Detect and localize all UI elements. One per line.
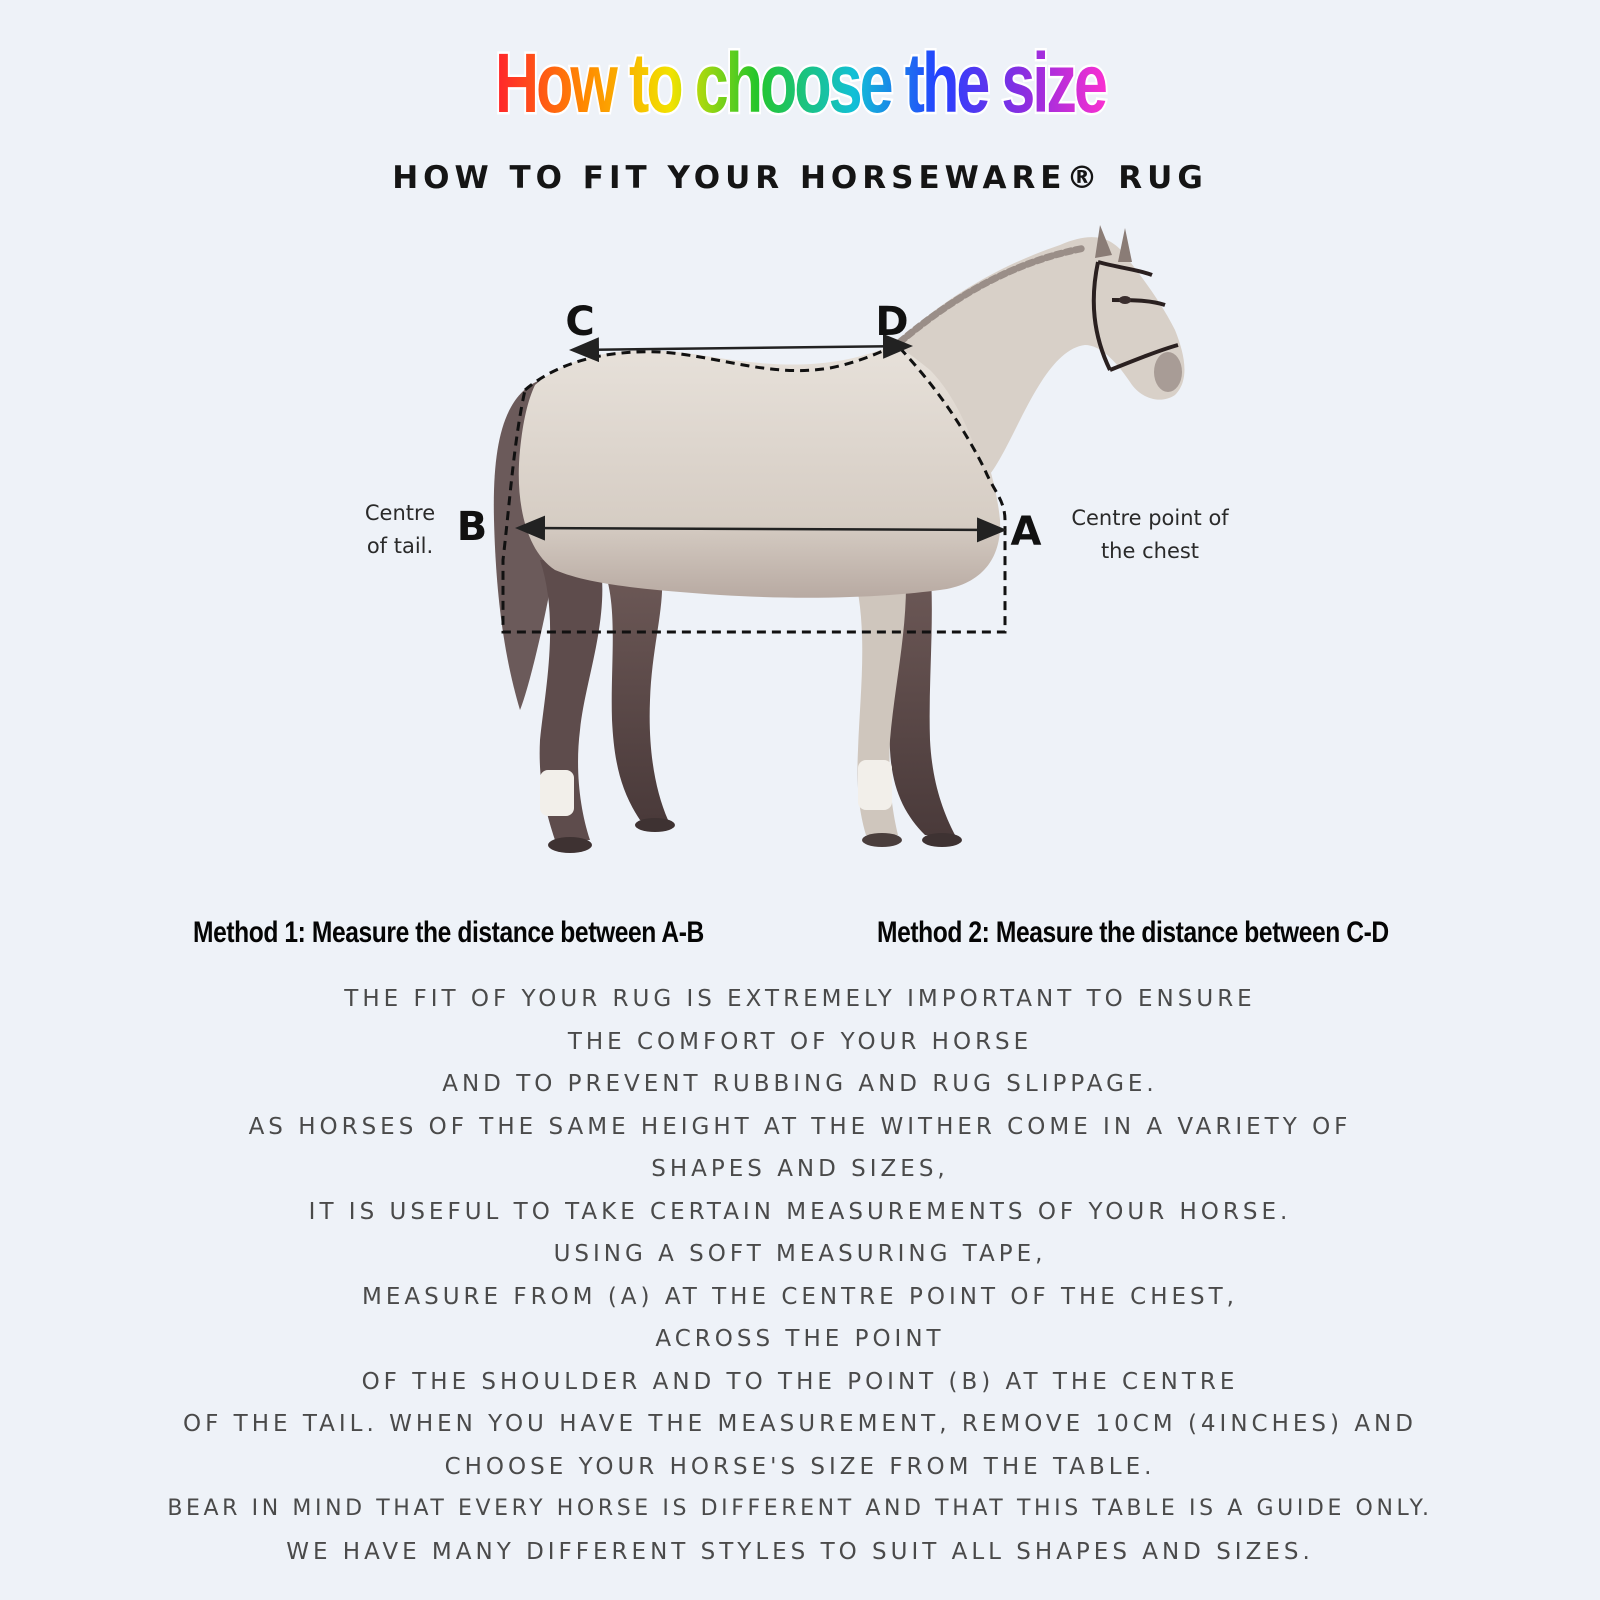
label-b-line2: of tail.	[366, 534, 434, 558]
horse-hoof	[635, 818, 675, 832]
instruction-line: ACROSS THE POINT	[655, 1326, 945, 1352]
horse-hoof	[922, 833, 962, 847]
cd-measurement-arrow	[574, 346, 908, 350]
horse-measurement-diagram	[0, 200, 1600, 890]
banner-title	[0, 28, 1600, 138]
point-label-c: C	[565, 299, 595, 345]
instruction-line: OF THE SHOULDER AND TO THE POINT (B) AT THE CENTRE	[361, 1368, 1239, 1395]
instruction-line: THE COMFORT OF YOUR HORSE	[567, 1028, 1033, 1055]
instruction-line: SHAPES AND SIZES,	[651, 1156, 949, 1182]
point-label-b: B	[456, 504, 488, 550]
horse-hind-leg-far	[600, 560, 668, 820]
instruction-line: AND TO PREVENT RUBBING AND RUG SLIPPAGE.	[442, 1071, 1158, 1097]
banner-title-text: How to choose the size	[495, 36, 1106, 130]
instruction-line: CHOOSE YOUR HORSE'S SIZE FROM THE TABLE.	[444, 1453, 1156, 1480]
horse-sock	[858, 760, 892, 810]
instruction-line: THE FIT OF YOUR RUG IS EXTREMELY IMPORTANT TO ENSURE	[344, 986, 1256, 1012]
subtitle: HOW TO FIT YOUR HORSEWARE® RUG	[392, 160, 1208, 196]
label-b-line1: Centre	[364, 501, 436, 525]
point-label-d: D	[875, 299, 909, 345]
horse-muzzle	[1154, 352, 1182, 392]
instruction-line: MEASURE FROM (A) AT THE CENTRE POINT OF THE CHEST,	[362, 1283, 1238, 1310]
instruction-line: WE HAVE MANY DIFFERENT STYLES TO SUIT ALL SHAPES AND SIZES.	[286, 1538, 1314, 1565]
point-label-a: A	[1010, 509, 1042, 555]
label-a-line2: the chest	[1100, 539, 1200, 563]
horse-body	[519, 346, 1000, 597]
horse-hoof	[548, 837, 592, 853]
horse-ear	[1118, 228, 1132, 262]
instruction-line: OF THE TAIL. WHEN YOU HAVE THE MEASUREMENT, REMOVE 10CM (4INCHES) AND	[183, 1411, 1417, 1437]
label-centre-of-chest	[1050, 502, 1250, 568]
method-2-text: Method 2: Measure the distance between C-D	[877, 916, 1389, 949]
label-centre-of-tail	[340, 497, 460, 563]
instruction-line: AS HORSES OF THE SAME HEIGHT AT THE WITHER COME IN A VARIETY OF	[248, 1113, 1352, 1140]
instruction-line: IT IS USEFUL TO TAKE CERTAIN MEASUREMENTS OF YOUR HORSE.	[308, 1198, 1292, 1225]
instruction-line: USING A SOFT MEASURING TAPE,	[553, 1241, 1047, 1267]
horse-eye	[1119, 296, 1131, 304]
fitting-instructions	[0, 978, 1600, 1573]
horse-hoof	[862, 833, 902, 847]
method-1-text: Method 1: Measure the distance between A-B	[193, 916, 704, 949]
label-a-line1: Centre point of	[1071, 506, 1229, 530]
horse-sock	[540, 770, 574, 816]
instruction-line: BEAR IN MIND THAT EVERY HORSE IS DIFFERENT AND THAT THIS TABLE IS A GUIDE ONLY.	[167, 1496, 1433, 1521]
